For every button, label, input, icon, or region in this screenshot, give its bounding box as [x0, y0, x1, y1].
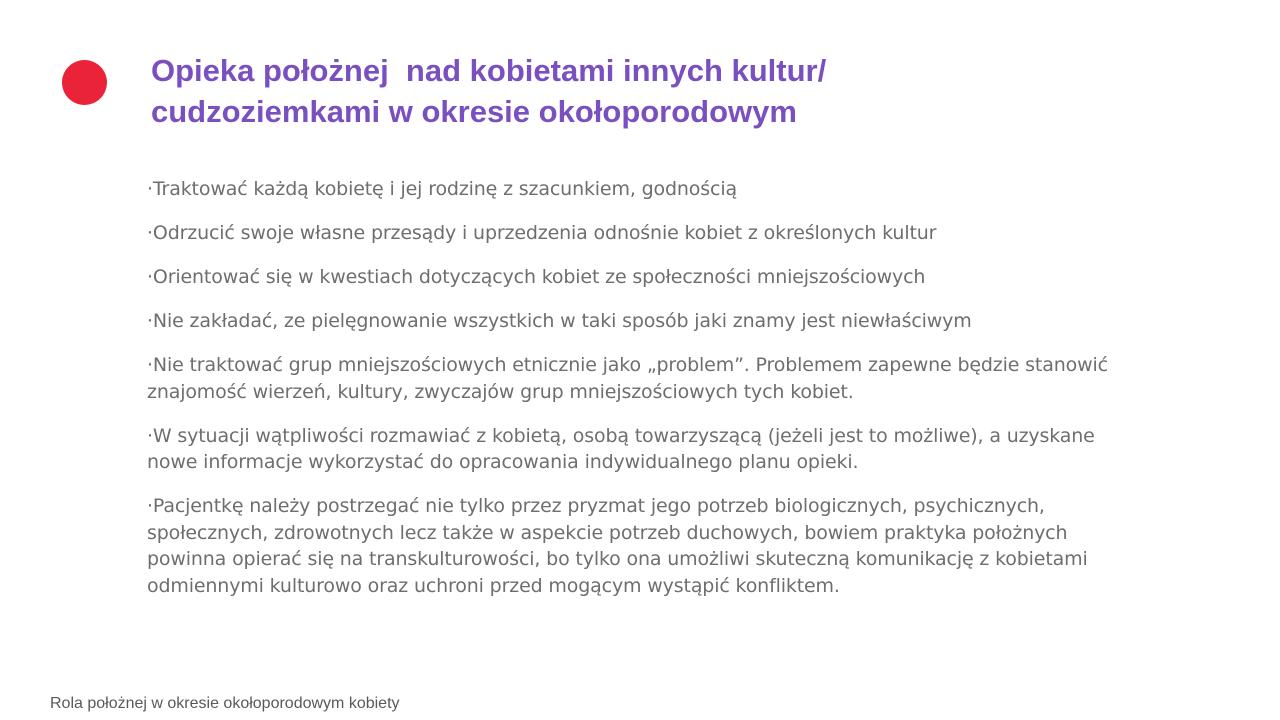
- bullet-line: ·Odrzucić swoje własne przesądy i uprzedzenia odnośnie kobiet z określonych kultur: [147, 222, 937, 244]
- bullet-line: ·W sytuacji wątpliwości rozmawiać z kobietą, osobą towarzyszącą (jeżeli jest to możliwe), a uzyskane: [147, 424, 1095, 447]
- bullet-line: znajomość wierzeń, kultury, zwyczajów grup mniejszościowych tych kobiet.: [147, 380, 854, 403]
- bullet-line: ·Nie zakładać, ze pielęgnowanie wszystkich w taki sposób jaki znamy jest niewłaściwym: [147, 310, 972, 332]
- bullet-line: społecznych, zdrowotnych lecz także w aspekcie potrzeb duchowych, bowiem praktyka położnych: [147, 521, 1068, 544]
- bullet-item: [147, 493, 1167, 599]
- bullet-line: nowe informacje wykorzystać do opracowania indywidualnego planu opieki.: [147, 451, 859, 473]
- bullet-line: ·Traktować każdą kobietę i jej rodzinę z szacunkiem, godnością: [147, 178, 737, 200]
- bullet-item: [147, 220, 1167, 247]
- slide-title: [151, 50, 1151, 132]
- slide-title-line: Opieka położnej nad kobietami innych kultur/: [151, 53, 827, 88]
- bullet-item: [147, 308, 1167, 335]
- bullet-line: ·Nie traktować grup mniejszościowych etnicznie jako „problem”. Problemem zapewne będzie stanowić: [147, 354, 1108, 376]
- bullet-item: [147, 423, 1167, 476]
- bullet-item: [147, 264, 1167, 291]
- bullet-line: odmiennymi kulturowo oraz uchroni przed mogącym wystąpić konfliktem.: [147, 574, 840, 597]
- bullet-item: [147, 176, 1167, 203]
- slide-title-line: cudzoziemkami w okresie okołoporodowym: [151, 94, 797, 129]
- slide-footer: Rola położnej w okresie okołoporodowym kobiety: [50, 695, 400, 712]
- bullet-line: powinna opierać się na transkulturowości, bo tylko ona umożliwi skuteczną komunikację z kobietami: [147, 548, 1088, 570]
- red-dot-icon: [62, 60, 107, 105]
- bullet-line: ·Orientować się w kwestiach dotyczących kobiet ze społeczności mniejszościowych: [147, 266, 926, 288]
- bullet-list: [147, 176, 1167, 617]
- bullet-line: ·Pacjentkę należy postrzegać nie tylko przez pryzmat jego potrzeb biologicznych, psychicznych,: [147, 495, 1045, 517]
- bullet-item: [147, 352, 1167, 405]
